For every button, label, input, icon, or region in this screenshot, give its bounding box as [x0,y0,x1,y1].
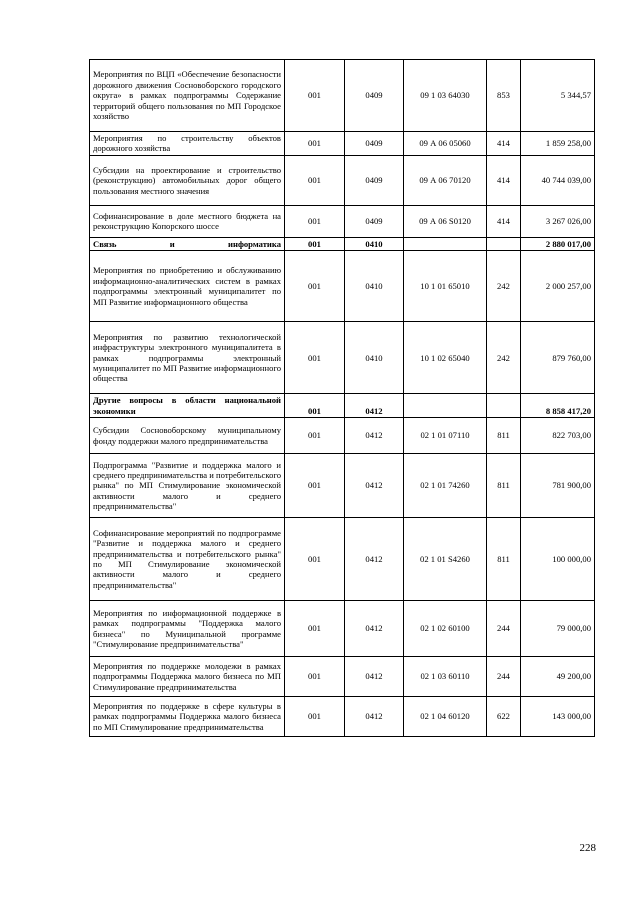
row-expense-type: 244 [487,601,521,657]
table-section-row [90,237,595,250]
row-section-code: 0410 [345,251,404,322]
row-amount: 1 859 258,00 [521,132,595,156]
budget-table-body [90,60,595,737]
row-grbs-code: 001 [285,237,345,250]
row-target-article: 02 1 01 74260 [404,454,487,518]
table-row [90,322,595,394]
table-row [90,601,595,657]
row-amount: 5 344,57 [521,60,595,132]
row-name: Связь и информатика [90,237,285,250]
row-expense-type [487,394,521,418]
row-name: Мероприятия по поддержке в сфере культуры в рамках подпрограммы Поддержка малого бизнеса по МП Стимулирование предпринимательства [90,697,285,737]
row-expense-type [487,237,521,250]
row-amount: 3 267 026,00 [521,205,595,237]
row-amount: 879 760,00 [521,322,595,394]
row-section-code: 0412 [345,657,404,697]
row-target-article: 02 1 03 60110 [404,657,487,697]
row-amount: 8 858 417,20 [521,394,595,418]
row-section-code: 0412 [345,454,404,518]
row-target-article [404,394,487,418]
table-row [90,418,595,454]
row-amount: 49 200,00 [521,657,595,697]
row-name: Мероприятия по развитию технологической инфраструктуры электронного муниципалитета в рамках подпрограммы электронный муниципалитет по МП Развитие информационного общества [90,322,285,394]
table-row [90,518,595,601]
row-expense-type: 853 [487,60,521,132]
table-row [90,60,595,132]
row-section-code: 0412 [345,697,404,737]
row-expense-type: 811 [487,518,521,601]
row-name: Субсидии Сосновоборскому муниципальному фонду поддержки малого предпринимательства [90,418,285,454]
row-target-article: 10 1 01 65010 [404,251,487,322]
row-expense-type: 811 [487,418,521,454]
row-grbs-code: 001 [285,394,345,418]
row-grbs-code: 001 [285,418,345,454]
row-name: Софинансирование в доле местного бюджета на реконструкцию Копорского шоссе [90,205,285,237]
page-number: 228 [579,842,596,854]
row-target-article: 09 А 06 S0120 [404,205,487,237]
row-section-code: 0412 [345,394,404,418]
row-amount: 2 880 017,00 [521,237,595,250]
row-target-article: 09 А 06 70120 [404,155,487,205]
row-section-code: 0410 [345,237,404,250]
row-amount: 40 744 039,00 [521,155,595,205]
row-section-code: 0412 [345,601,404,657]
row-grbs-code: 001 [285,205,345,237]
row-name: Мероприятия по приобретению и обслуживанию информационно-аналитических систем в рамках подпрограммы электронный муниципалитет по МП Развитие информационного общества [90,251,285,322]
row-section-code: 0412 [345,418,404,454]
table-row [90,251,595,322]
row-grbs-code: 001 [285,322,345,394]
row-target-article: 02 1 01 07110 [404,418,487,454]
row-section-code: 0409 [345,132,404,156]
row-name: Субсидии на проектирование и строительство (реконструкцию) автомобильных дорог общего пользования местного значения [90,155,285,205]
row-name: Софинансирование мероприятий по подпрограмме "Развитие и поддержка малого и среднего предпринимательства и потребительского рынка" по МП Стимулирование экономической активности малого и среднего предпринимательства" [90,518,285,601]
row-grbs-code: 001 [285,518,345,601]
row-name: Мероприятия по ВЦП «Обеспечение безопасности дорожного движения Сосновоборского городского округа» в рамках подпрограммы Содержание территорий общего пользования по МП Городское хозяйство [90,60,285,132]
row-amount: 2 000 257,00 [521,251,595,322]
row-name: Мероприятия по информационной поддержке в рамках подпрограммы "Поддержка малого бизнеса" по Муниципальной программе "Стимулирование предпринимательства" [90,601,285,657]
row-grbs-code: 001 [285,155,345,205]
row-grbs-code: 001 [285,454,345,518]
row-section-code: 0409 [345,155,404,205]
table-row [90,697,595,737]
row-amount: 822 703,00 [521,418,595,454]
row-target-article: 02 1 04 60120 [404,697,487,737]
row-expense-type: 244 [487,657,521,697]
row-grbs-code: 001 [285,697,345,737]
row-name: Мероприятия по поддержке молодежи в рамках подпрограммы Поддержка малого бизнеса по МП Стимулирование предпринимательства [90,657,285,697]
table-row [90,205,595,237]
row-grbs-code: 001 [285,132,345,156]
row-target-article: 02 1 01 S4260 [404,518,487,601]
row-section-code: 0410 [345,322,404,394]
row-amount: 100 000,00 [521,518,595,601]
row-expense-type: 242 [487,251,521,322]
table-row [90,657,595,697]
row-expense-type: 811 [487,454,521,518]
row-amount: 79 000,00 [521,601,595,657]
row-expense-type: 622 [487,697,521,737]
row-name: Другие вопросы в области национальной экономики [90,394,285,418]
row-expense-type: 414 [487,155,521,205]
table-row [90,155,595,205]
row-expense-type: 414 [487,205,521,237]
row-target-article: 09 1 03 64030 [404,60,487,132]
row-grbs-code: 001 [285,251,345,322]
row-name: Подпрограмма "Развитие и поддержка малого и среднего предпринимательства и потребительского рынка" по МП Стимулирование экономической активности малого и среднего предпринимательства" [90,454,285,518]
budget-table [89,59,595,737]
row-target-article: 09 А 06 05060 [404,132,487,156]
row-target-article: 02 1 02 60100 [404,601,487,657]
row-target-article: 10 1 02 65040 [404,322,487,394]
row-amount: 781 900,00 [521,454,595,518]
table-row [90,132,595,156]
row-amount: 143 000,00 [521,697,595,737]
row-expense-type: 414 [487,132,521,156]
row-section-code: 0412 [345,518,404,601]
row-grbs-code: 001 [285,601,345,657]
table-row [90,454,595,518]
row-grbs-code: 001 [285,60,345,132]
table-section-row [90,394,595,418]
row-expense-type: 242 [487,322,521,394]
row-section-code: 0409 [345,205,404,237]
row-grbs-code: 001 [285,657,345,697]
row-name: Мероприятия по строительству объектов дорожного хозяйства [90,132,285,156]
row-section-code: 0409 [345,60,404,132]
row-target-article [404,237,487,250]
